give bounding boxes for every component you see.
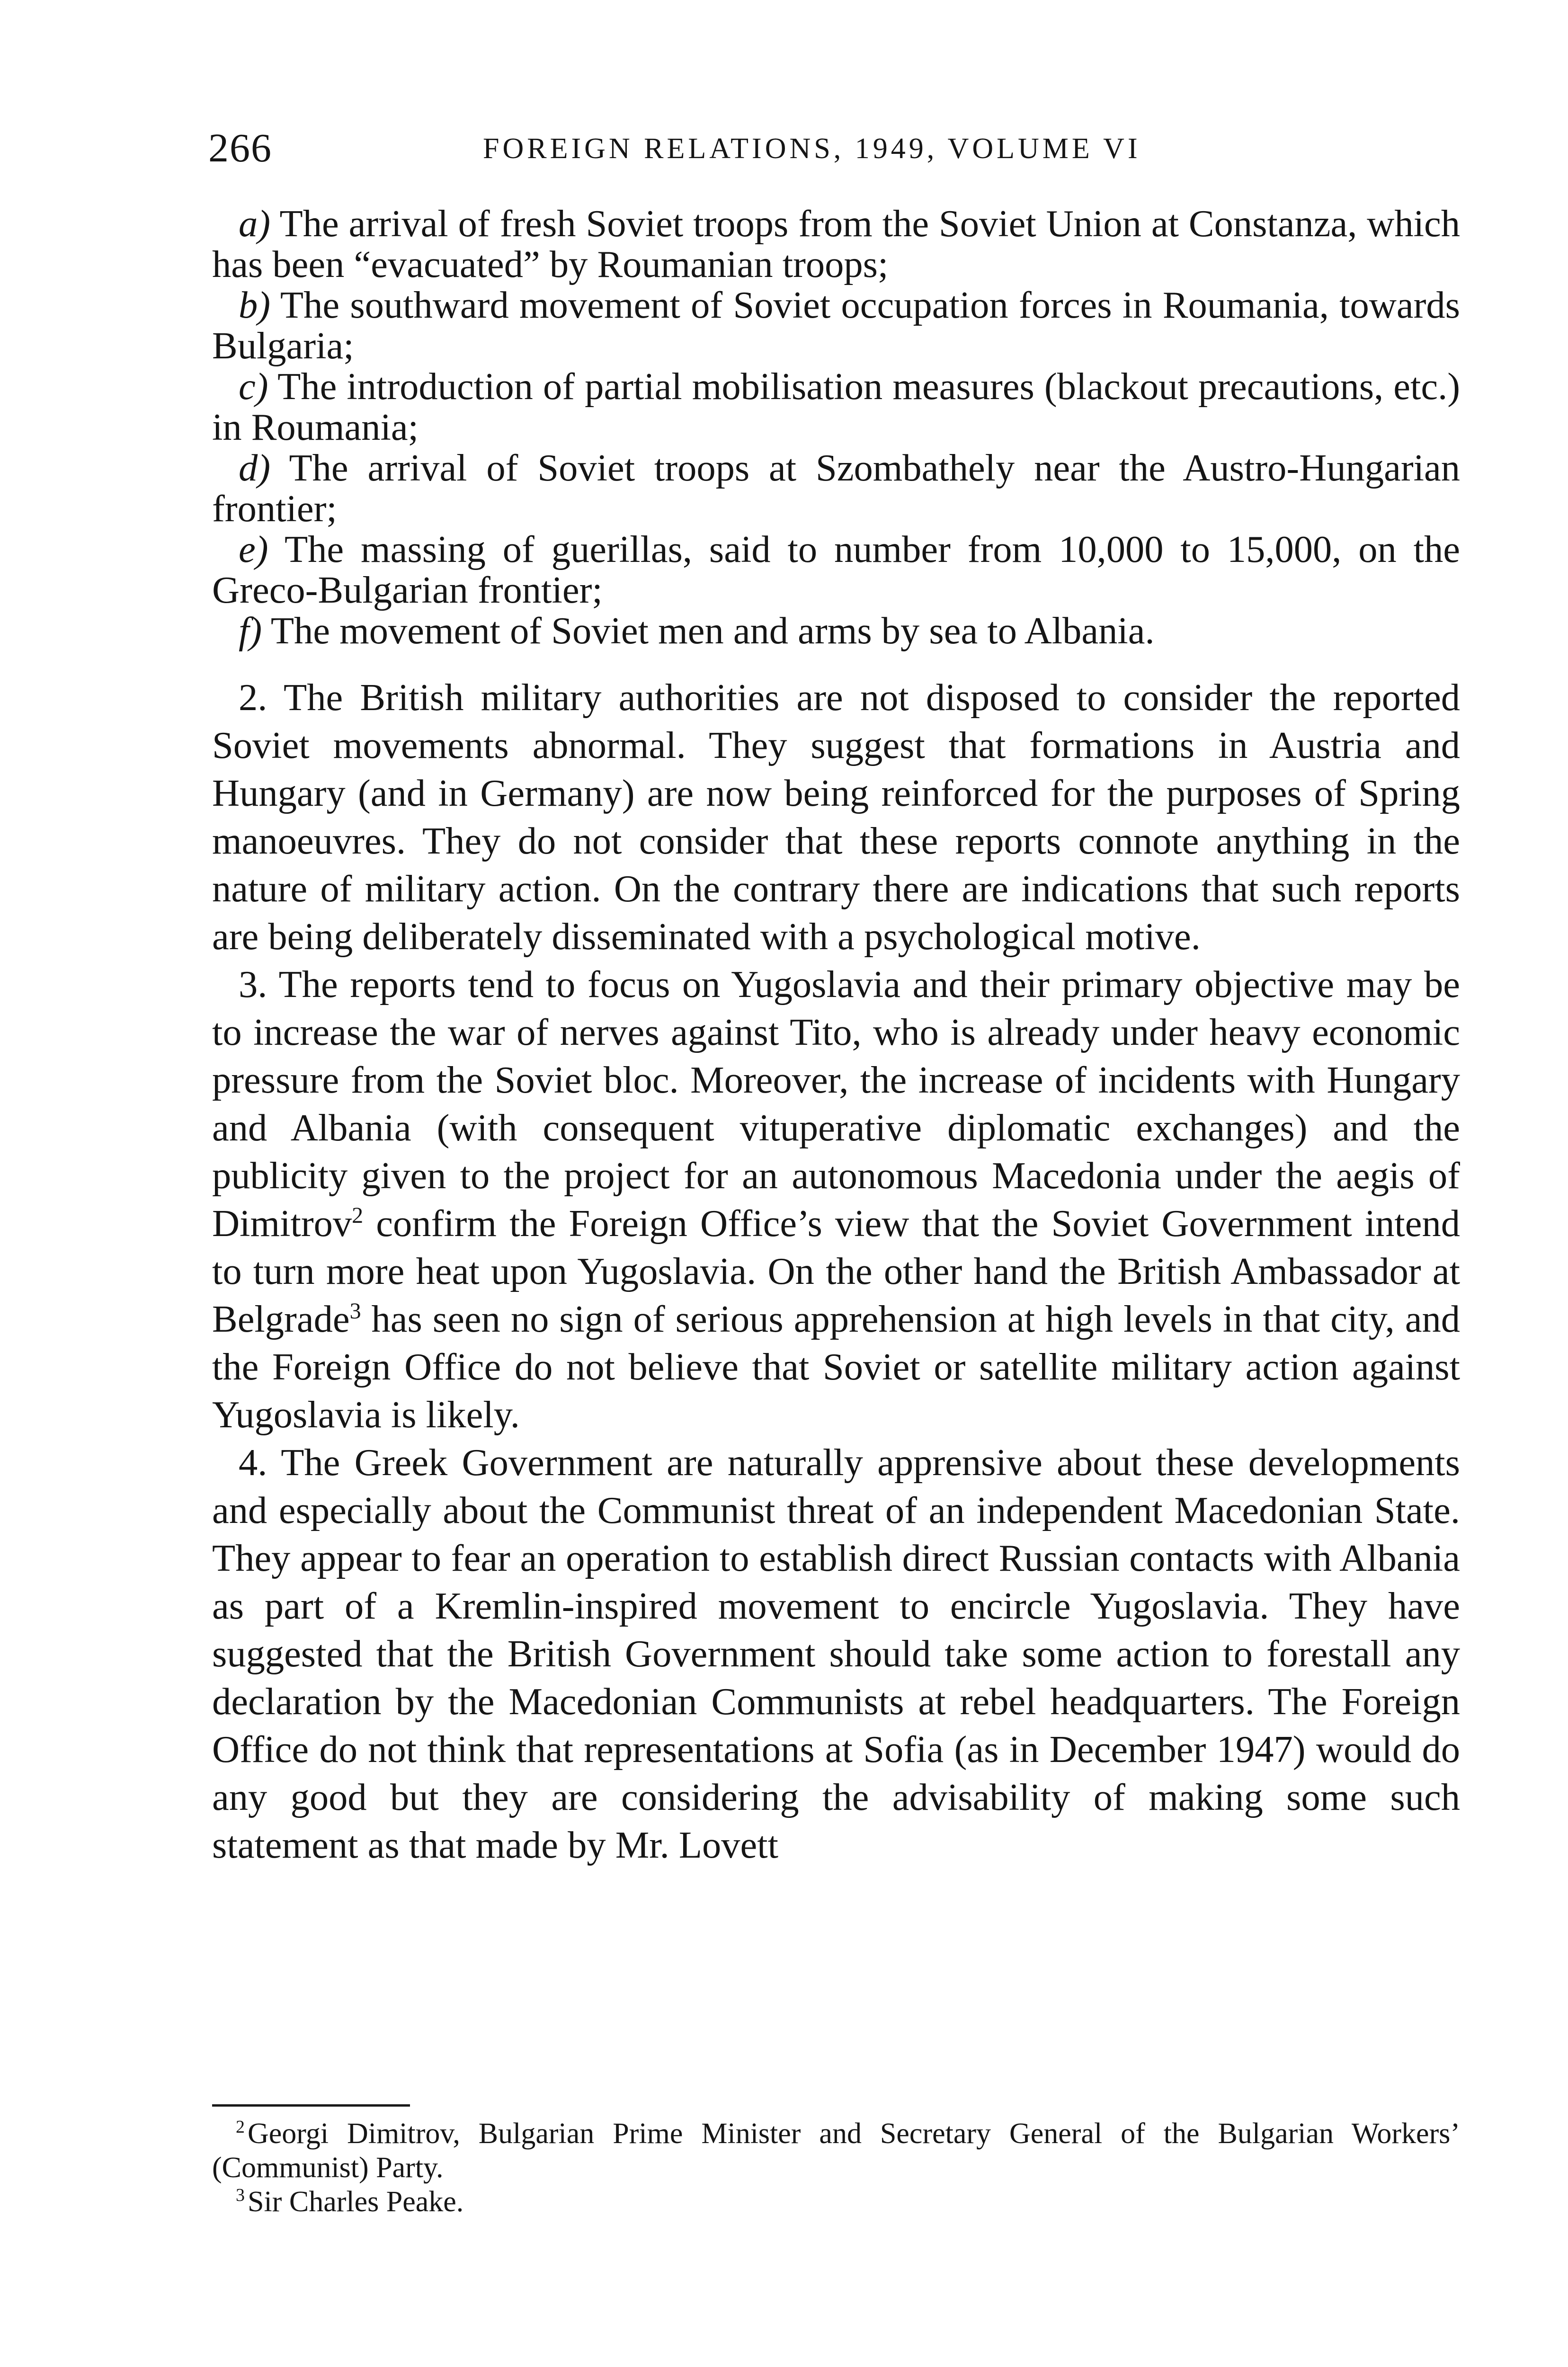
paragraph-2: 2. The British military authorities are not disposed to consider the reported Soviet movements abnormal. They suggest that formations in Austria and Hungary (and in Germany) are now being reinforced for the purposes of Spring manoeuvres. They do not consider that these reports connote anything in the nature of military action. On the contrary there are indications that such reports are being deliberately disseminated with a psychological motive. <box>212 676 1460 958</box>
list-item <box>212 204 1460 285</box>
item-text: The arrival of Soviet troops at Szombathely near the Austro-Hungarian frontier; <box>212 447 1461 530</box>
footnote <box>212 2185 1460 2219</box>
footnote-ref-3: 3 <box>349 1299 361 1324</box>
footnote-mark: 2 <box>236 2117 245 2137</box>
footnote-mark: 3 <box>236 2185 245 2205</box>
body-text <box>212 204 1460 1869</box>
running-head: FOREIGN RELATIONS, 1949, VOLUME VI <box>483 133 1141 165</box>
page-number: 266 <box>208 125 272 170</box>
page-header <box>208 124 1463 176</box>
item-text: The massing of guerillas, said to number from 10,000 to 15,000, on the Greco-Bulgarian frontier; <box>212 528 1460 611</box>
paragraph-3-part-3: has seen no sign of serious apprehension at high levels in that city, and the Foreign Office do not believe that Soviet or satellite military action against Yugoslavia is likely. <box>212 1298 1460 1436</box>
item-marker: f) <box>239 610 262 652</box>
footnote-divider <box>212 2104 410 2107</box>
item-text: The arrival of fresh Soviet troops from the Soviet Union at Constanza, which has been “evacuated” by Roumanian troops; <box>212 203 1461 285</box>
footnote <box>212 2117 1460 2185</box>
footnote-ref-2: 2 <box>352 1203 364 1228</box>
list-item <box>212 285 1460 366</box>
paragraph-3 <box>212 961 1460 1439</box>
item-text: The movement of Soviet men and arms by sea to Albania. <box>270 610 1155 652</box>
item-text: The southward movement of Soviet occupation forces in Roumania, towards Bulgaria; <box>212 284 1460 367</box>
list-item <box>212 611 1460 651</box>
item-marker: b) <box>239 284 271 326</box>
paragraph-4: 4. The Greek Government are naturally apprensive about these developments and especially about the Communist threat of an independent Macedonian State. They appear to fear an operation to establish direct Russian contacts with Albania as part of a Kremlin-inspired movement to encircle Yugoslavia. They have suggested that the British Government should take some action to forestall any declaration by the Macedonian Communists at rebel headquarters. The Foreign Office do not think that representations at Sofia (as in December 1947) would do any good but they are considering the advisability of making some such statement as that made by Mr. Lovett <box>212 1442 1460 1866</box>
item-marker: a) <box>239 203 271 245</box>
item-list <box>212 204 1460 651</box>
list-item <box>212 529 1460 611</box>
footnotes <box>212 2117 1460 2219</box>
footnote-text: Sir Charles Peake. <box>248 2186 464 2218</box>
item-marker: e) <box>239 528 268 570</box>
footnote-text: Georgi Dimitrov, Bulgarian Prime Minister and Secretary General of the Bulgarian Workers’ (Communist) Party. <box>212 2118 1460 2184</box>
list-item <box>212 448 1460 529</box>
item-marker: d) <box>239 447 271 489</box>
paragraph-3-part-2: confirm the Foreign Office’s view that the Soviet Government intend to turn more heat upon Yugoslavia. On the other hand the British Ambassador at Belgrade <box>212 1202 1460 1340</box>
item-marker: c) <box>239 365 268 408</box>
list-item <box>212 366 1460 448</box>
item-text: The introduction of partial mobilisation measures (blackout precautions, etc.) in Roumania; <box>212 365 1460 448</box>
paragraph-3-part-1: 3. The reports tend to focus on Yugoslavia and their primary objective may be to increase the war of nerves against Tito, who is already under heavy economic pressure from the Soviet bloc. Moreover, the increase of incidents with Hungary and Albania (with consequent vituperative diplomatic exchanges) and the publicity given to the project for an autonomous Macedonia under the aegis of Dimitrov <box>212 963 1460 1245</box>
